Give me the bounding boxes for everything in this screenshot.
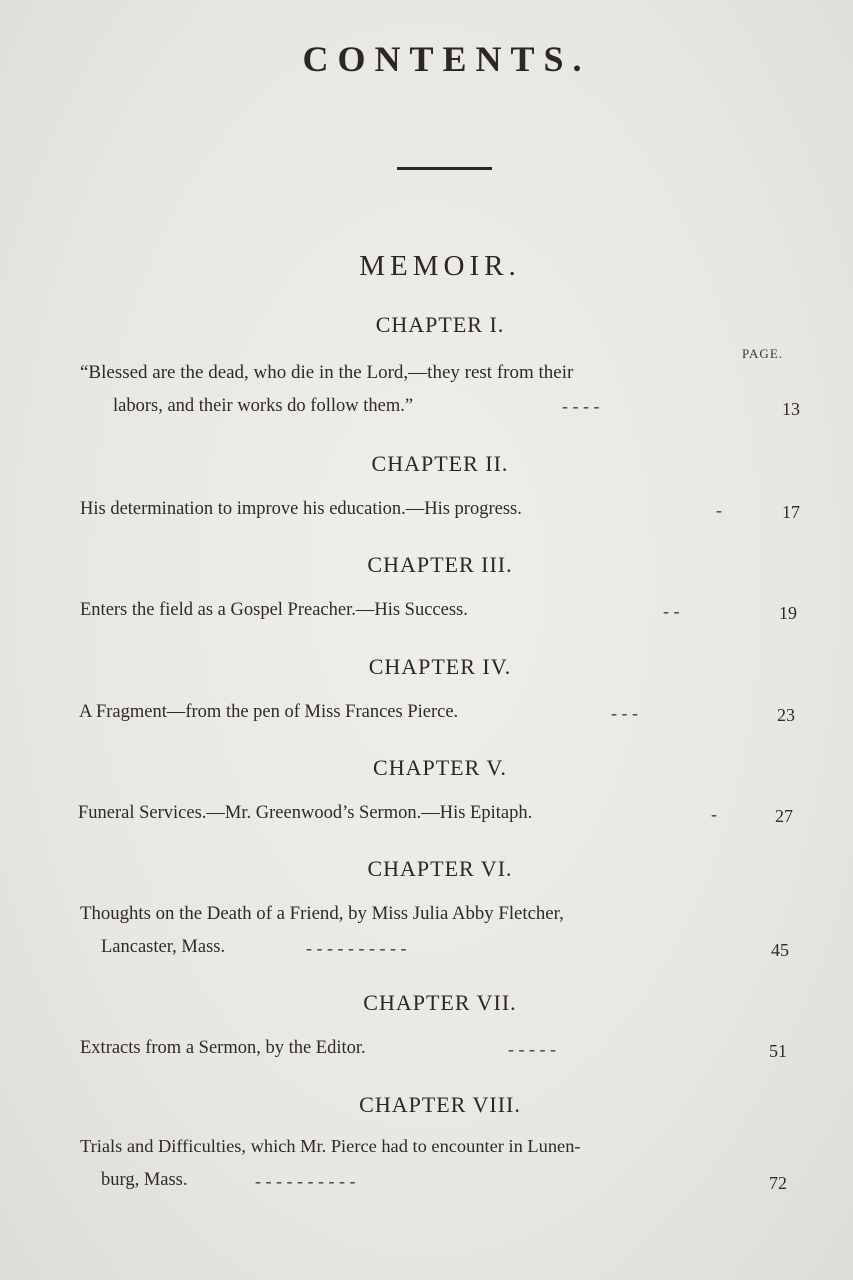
dot-leader: - - - - — [562, 396, 600, 416]
chapter-heading: CHAPTER V. — [373, 755, 507, 780]
page-number: 13 — [782, 399, 800, 419]
dot-leader: - - - — [611, 703, 638, 723]
entry-text: Trials and Difficulties, which Mr. Pierce had to encounter in Lunen- — [80, 1136, 581, 1156]
chapter-heading: CHAPTER VII. — [363, 990, 517, 1015]
entry-text: labors, and their works do follow them.” — [113, 396, 414, 416]
section-title: MEMOIR. — [359, 250, 521, 282]
chapter-heading: CHAPTER I. — [375, 312, 505, 337]
entry-text: Extracts from a Sermon, by the Editor. — [80, 1038, 366, 1058]
page-title: CONTENTS. — [302, 39, 591, 79]
entry-text: “Blessed are the dead, who die in the Lord,—they rest from their — [80, 362, 574, 383]
page-number: 45 — [771, 940, 789, 960]
chapter-heading: CHAPTER VIII. — [359, 1092, 521, 1117]
page-number: 23 — [777, 705, 795, 725]
dot-leader: - — [716, 500, 722, 520]
dot-leader: - — [711, 804, 717, 824]
entry-text: burg, Mass. — [101, 1170, 188, 1190]
chapter-heading: CHAPTER II. — [371, 451, 509, 476]
dot-leader: - - - - - - - - - - — [306, 938, 407, 958]
chapter-heading: CHAPTER VI. — [367, 856, 513, 881]
page-column-label: PAGE. — [742, 346, 784, 361]
entry-text: His determination to improve his education.—His progress. — [80, 499, 522, 519]
page-number: 72 — [769, 1173, 787, 1193]
entry-text: Thoughts on the Death of a Friend, by Miss Julia Abby Fletcher, — [80, 903, 564, 924]
chapter-heading: CHAPTER IV. — [368, 654, 512, 679]
chapter-heading: CHAPTER III. — [367, 552, 513, 577]
entry-text: A Fragment—from the pen of Miss Frances Pierce. — [79, 702, 459, 722]
page-number: 19 — [779, 603, 797, 623]
entry-text: Enters the field as a Gospel Preacher.—His Success. — [80, 600, 468, 620]
page-number: 51 — [769, 1041, 787, 1061]
title-rule — [397, 167, 492, 170]
page-number: 17 — [782, 502, 800, 522]
page-number: 27 — [775, 806, 793, 826]
dot-leader: - - — [663, 601, 680, 621]
entry-text: Lancaster, Mass. — [101, 937, 226, 957]
entry-text: Funeral Services.—Mr. Greenwood’s Sermon.—His Epitaph. — [78, 803, 533, 823]
dot-leader: - - - - - — [508, 1039, 556, 1059]
dot-leader: - - - - - - - - - - — [255, 1171, 356, 1191]
